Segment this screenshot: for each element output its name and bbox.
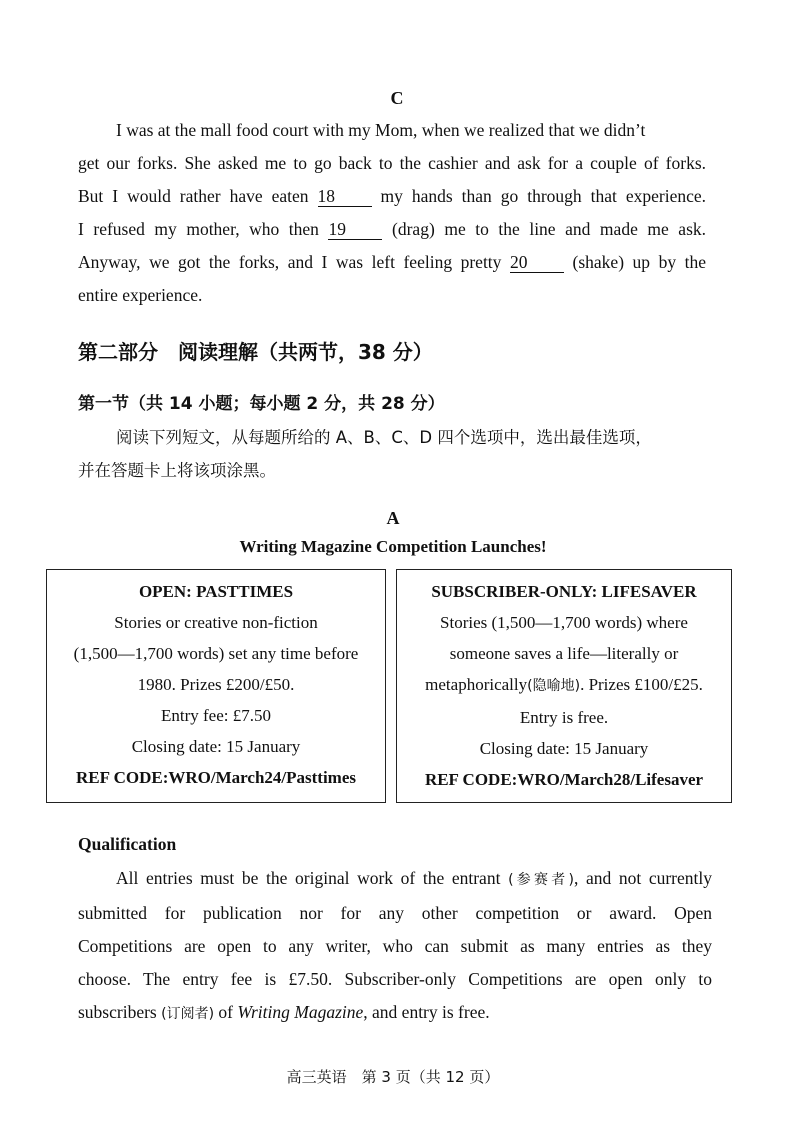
box-left-line-5: Closing date: 15 January: [131, 737, 301, 756]
qualification-heading: Qualification: [78, 834, 177, 854]
blank-20: 20: [510, 252, 564, 273]
passage-c-line-4: I refused my mother, who then 19 (drag) me to the line and made me ask.: [78, 219, 707, 239]
passage-a-title: Writing Magazine Competition Launches!: [239, 537, 547, 556]
qualification-line-3: Competitions are open to any writer, who can submit as many entries as they: [78, 936, 712, 956]
box-left-line-4: Entry fee: £7.50: [161, 706, 271, 725]
box-right-title: SUBSCRIBER-ONLY: LIFESAVER: [431, 582, 697, 601]
qualification-line-4: choose. The entry fee is £7.50. Subscriber-only Competitions are open only to: [78, 969, 712, 989]
blank-18: 18: [318, 186, 372, 207]
box-right-line-4: Entry is free.: [519, 708, 609, 727]
box-left-ref-code: REF CODE:WRO/March24/Pasttimes: [76, 768, 356, 787]
box-left-line-3: 1980. Prizes £200/£50.: [137, 675, 295, 694]
box-right-ref-code: REF CODE:WRO/March28/Lifesaver: [424, 770, 704, 789]
box-right-line-1: Stories (1,500—1,700 words) where: [440, 613, 688, 632]
box-right-line-2: someone saves a life—literally or: [449, 644, 679, 663]
passage-c-line-3: But I would rather have eaten 18 my hands than go through that experience.: [78, 186, 707, 206]
passage-c-line-6: entire experience.: [78, 285, 203, 305]
section-letter-a: A: [386, 508, 400, 528]
passage-c-line-2: get our forks. She asked me to go back to the cashier and ask for a couple of forks.: [78, 153, 706, 173]
qualification-paragraph: [78, 862, 712, 1031]
instruction-line-2: 并在答题卡上将该项涂黑。: [78, 461, 276, 480]
qualification-line-2: submitted for publication nor for any other competition or award. Open: [78, 903, 712, 923]
blank-19: 19: [328, 219, 382, 240]
part2-title: 第二部分 阅读理解（共两节，38 分）: [78, 340, 433, 364]
passage-c: [78, 114, 706, 312]
box-left-line-2: (1,500—1,700 words) set any time before: [73, 644, 359, 663]
box-right-line-3: metaphorically(隐喻地). Prizes £100/£25.: [425, 675, 703, 694]
passage-c-line-5: Anyway, we got the forks, and I was left feeling pretty 20 (shake) up by the: [78, 252, 707, 272]
section1-title: 第一节（共 14 小题；每小题 2 分，共 28 分）: [78, 394, 445, 414]
box-left-line-1: Stories or creative non-fiction: [114, 613, 318, 632]
qualification-line-1: All entries must be the original work of the entrant (参赛者), and not currently: [116, 868, 713, 888]
box-right-line-5: Closing date: 15 January: [479, 739, 649, 758]
passage-c-line-1: I was at the mall food court with my Mom, when we realized that we didn’t: [116, 120, 646, 140]
box-left-title: OPEN: PASTTIMES: [138, 582, 294, 601]
competition-box-pasttimes: [46, 569, 386, 803]
page-footer: 高三英语 第 3 页（共 12 页）: [286, 1068, 500, 1086]
qualification-line-5: subscribers (订阅者) of Writing Magazine, and entry is free.: [78, 1002, 490, 1022]
section-letter-c: C: [390, 88, 404, 108]
instruction-line-1: 阅读下列短文，从每题所给的 A、B、C、D 四个选项中，选出最佳选项，: [116, 428, 652, 447]
competition-box-lifesaver: [396, 569, 732, 803]
